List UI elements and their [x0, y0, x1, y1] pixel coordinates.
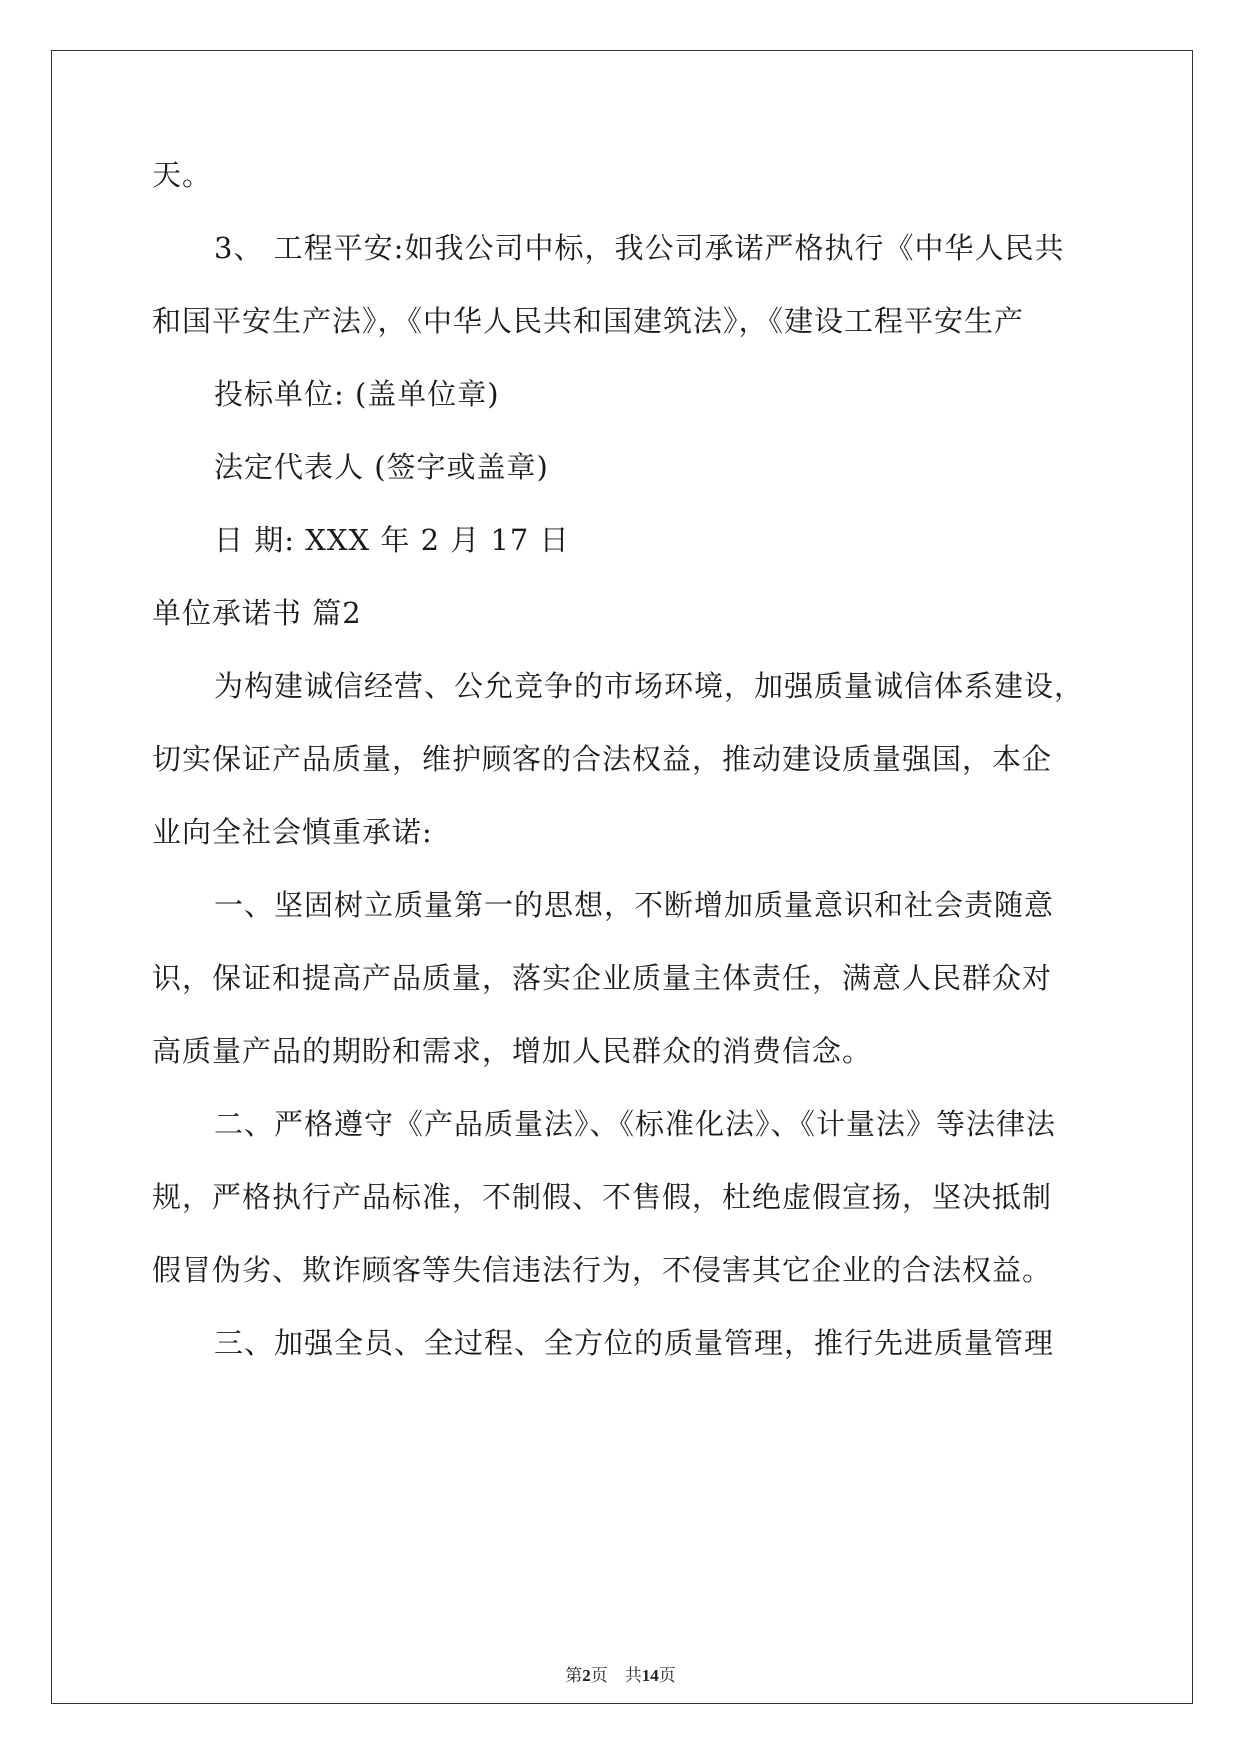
paragraph-line: 为构建诚信经营、公允竞争的市场环境，加强质量诚信体系建设， — [214, 669, 1085, 703]
paragraph-line: 二、严格遵守《产品质量法》、《标准化法》、《计量法》等法律法 — [214, 1107, 1057, 1141]
paragraph-line: 业向全社会慎重承诺: — [152, 815, 433, 849]
section-heading: 单位承诺书 篇2 — [152, 596, 362, 630]
paragraph-line: 高质量产品的期盼和需求，增加人民群众的消费信念。 — [152, 1034, 873, 1068]
total-prefix: 共 — [624, 1666, 642, 1685]
paragraph-line: 规，严格执行产品标准，不制假、不售假，杜绝虚假宣扬，坚决抵制 — [152, 1180, 1053, 1214]
paragraph-line: 三、加强全员、全过程、全方位的质量管理，推行先进质量管理 — [214, 1326, 1055, 1360]
signature-representative-line: 法定代表人 (签字或盖章) — [214, 450, 549, 484]
paragraph-line: 假冒伪劣、欺诈顾客等失信违法行为，不侵害其它企业的合法权益。 — [152, 1253, 1053, 1287]
paragraph-line: 和国平安生产法》，《中华人民共和国建筑法》，《建设工程平安生产 — [152, 304, 1025, 338]
page-suffix: 页 — [590, 1666, 608, 1685]
page-number: 2 — [582, 1666, 591, 1685]
paragraph-line: 天。 — [152, 158, 213, 192]
page-border — [51, 50, 1193, 1704]
total-pages: 14 — [641, 1666, 659, 1685]
date-line: 日 期: XXX 年 2 月 17 日 — [214, 523, 570, 557]
paragraph-line: 识，保证和提高产品质量，落实企业质量主体责任，满意人民群众对 — [152, 961, 1053, 995]
signature-unit-line: 投标单位: (盖单位章) — [214, 377, 500, 411]
paragraph-line: 3、 工程平安:如我公司中标，我公司承诺严格执行《中华人民共 — [214, 231, 1065, 265]
paragraph-line: 一、坚固树立质量第一的思想，不断增加质量意识和社会责随意 — [214, 888, 1055, 922]
total-suffix: 页 — [658, 1666, 676, 1685]
page-prefix: 第 — [565, 1666, 583, 1685]
page-footer — [0, 1661, 1241, 1686]
paragraph-line: 切实保证产品质量，维护顾客的合法权益，推动建设质量强国，本企 — [152, 742, 1053, 776]
